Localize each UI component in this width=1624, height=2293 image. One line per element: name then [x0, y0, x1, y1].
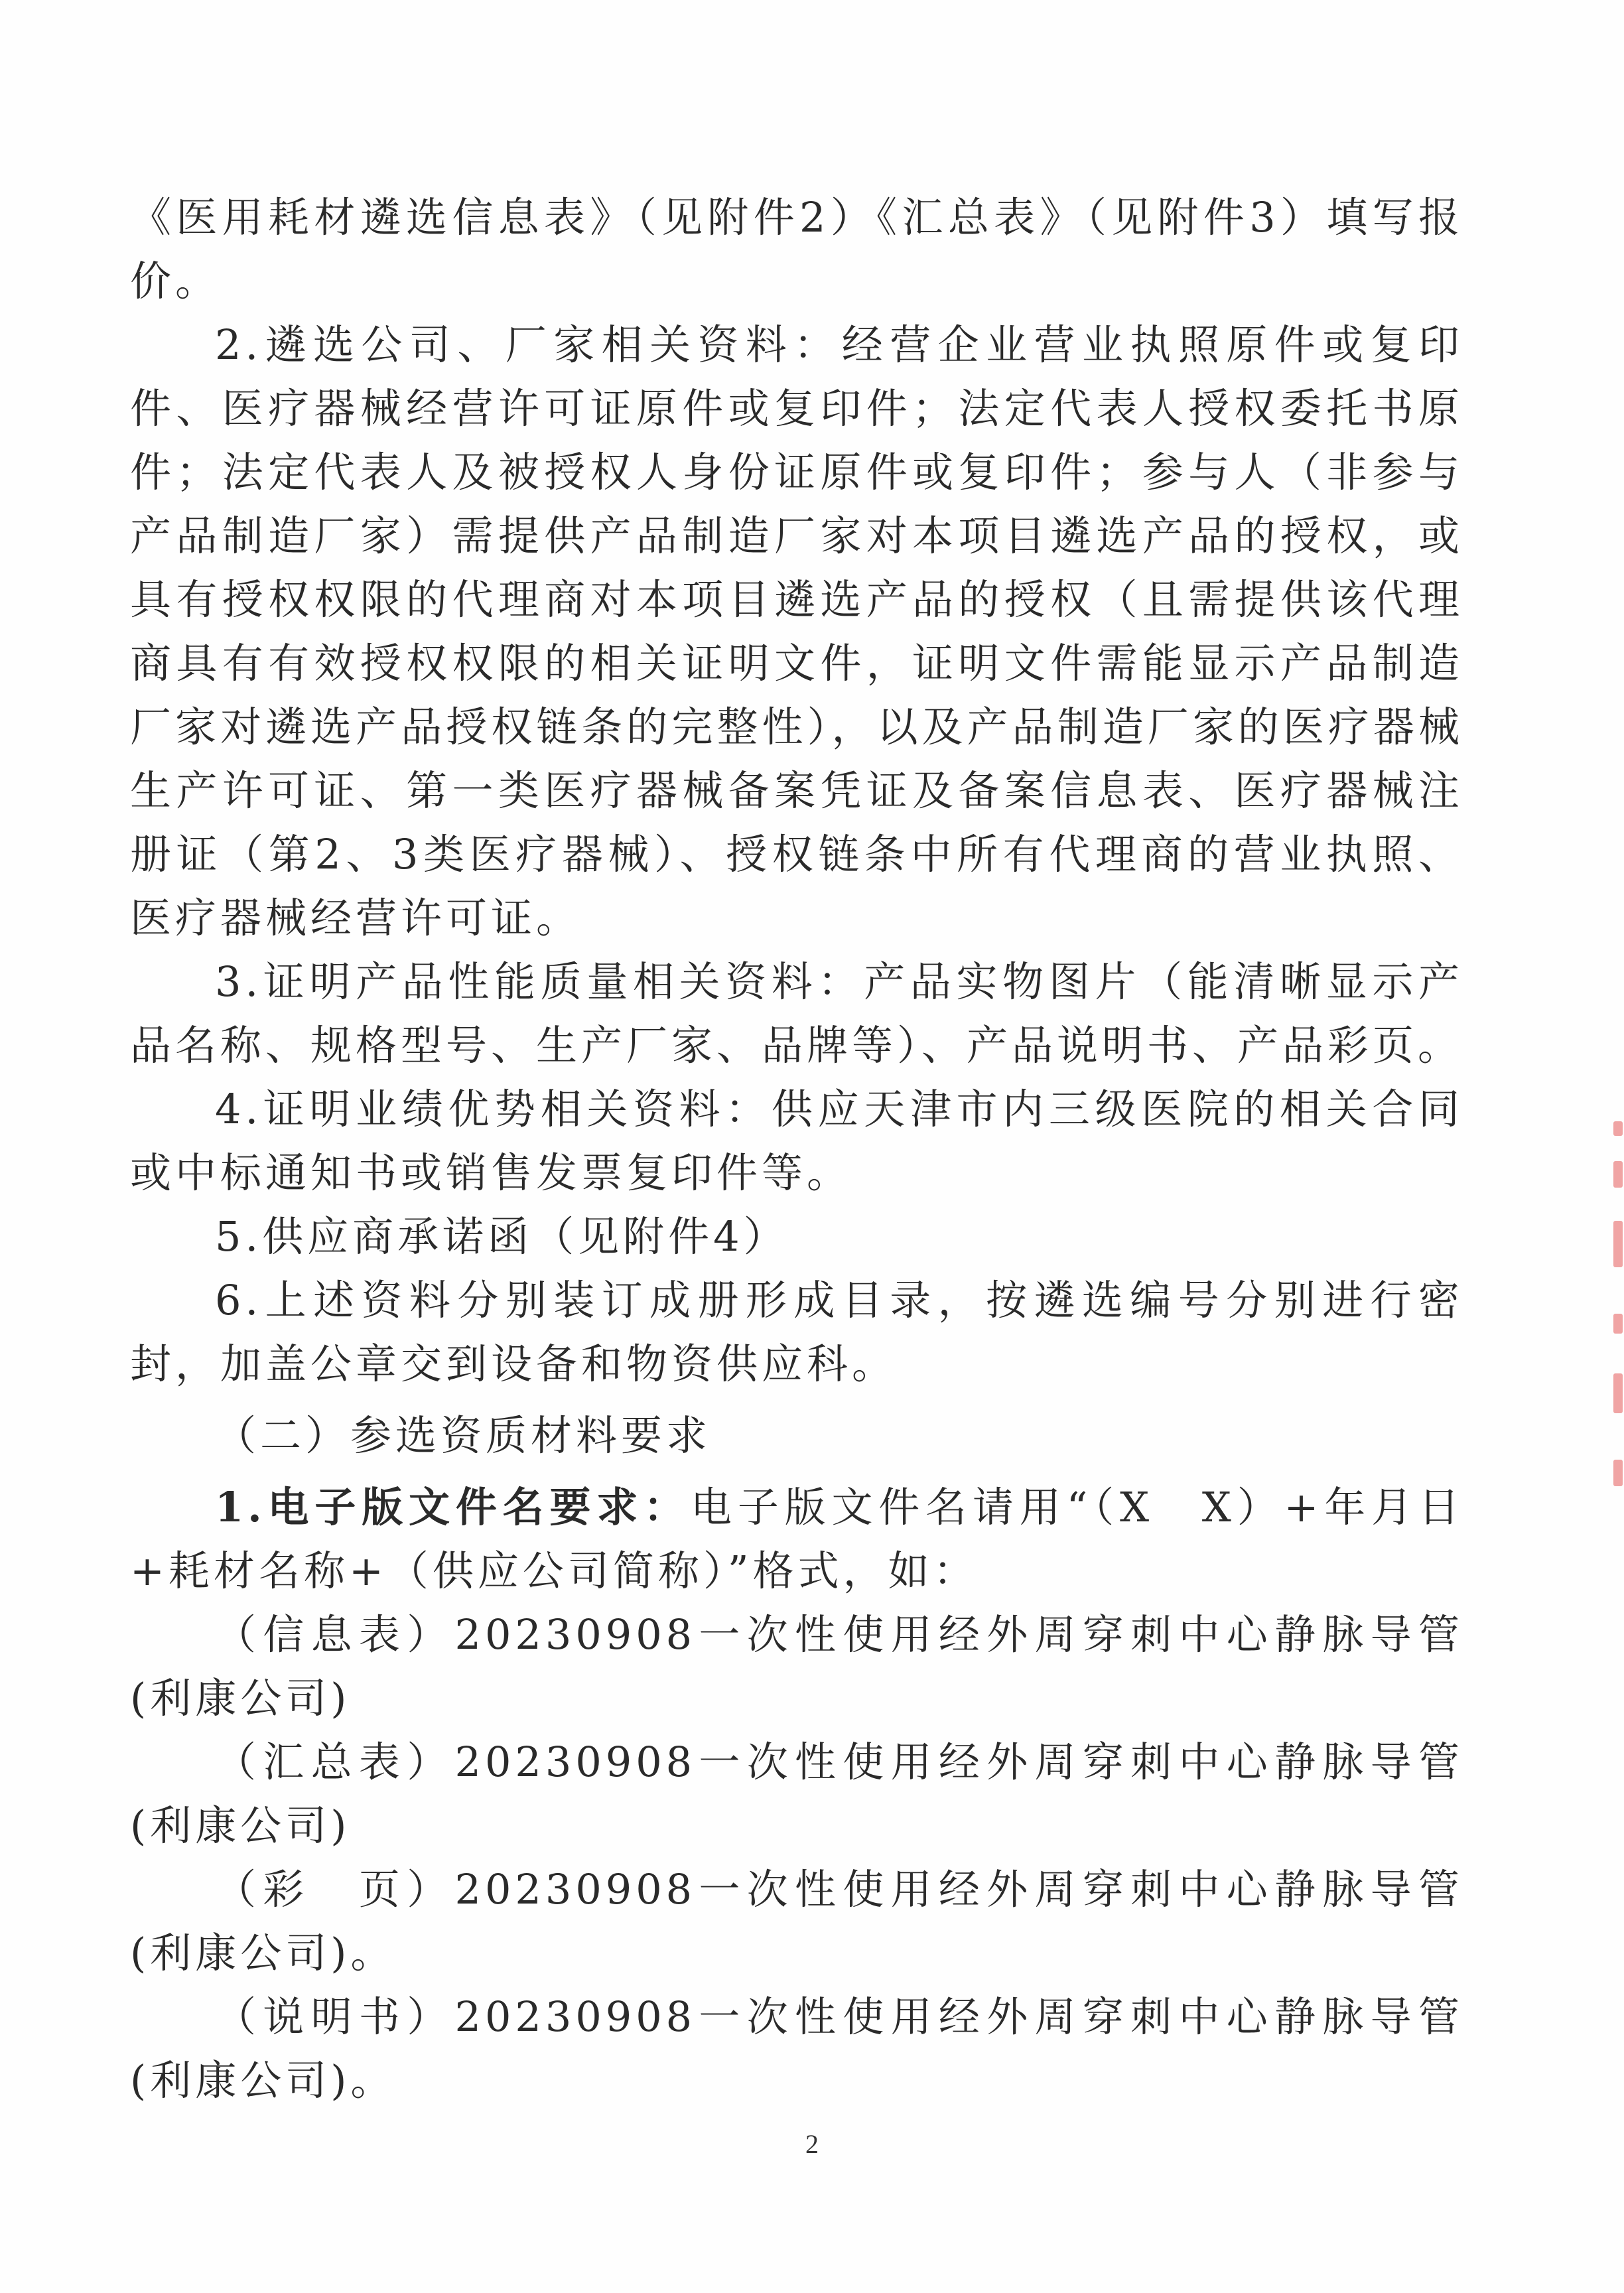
filename-requirement-text: 电子版文件名请用“（X X）+年月日+耗材名称+（供应公司简称）”格式，如：: [130, 1483, 1463, 1595]
seal-fragment: [1613, 1460, 1623, 1486]
example-manual: （说明书）20230908一次性使用经外周穿刺中心静脉导管(利康公司)。: [130, 1992, 1463, 2105]
seal-fragment: [1613, 1121, 1623, 1136]
filename-requirement-lead: 1.电子版文件名要求：: [215, 1483, 691, 1531]
example-color-page: （彩 页）20230908一次性使用经外周穿刺中心静脉导管(利康公司)。: [130, 1865, 1463, 1977]
section-subheading: （二）参选资质材料要求: [215, 1411, 712, 1460]
paragraph-binding-sealing: 6.上述资料分别装订成册形成目录，按遴选编号分别进行密封，加盖公章交到设备和物资供应科。: [130, 1276, 1463, 1388]
paragraph-performance: 4.证明业绩优势相关资料：供应天津市内三级医院的相关合同或中标通知书或销售发票复印件等。: [130, 1085, 1463, 1197]
seal-fragment: [1613, 1314, 1623, 1334]
paragraph-price-forms: 《医用耗材遴选信息表》（见附件2）《汇总表》（见附件3）填写报价。: [130, 193, 1463, 305]
seal-edge-mark: [1611, 1121, 1624, 1493]
seal-fragment: [1613, 1373, 1623, 1413]
paragraph-company-documents: 2.遴选公司、厂家相关资料：经营企业营业执照原件或复印件、医疗器械经营许可证原件或复印件；法定代表人授权委托书原件；法定代表人及被授权人身份证原件或复印件；参与人（非参与产品制造厂家）需提供产品制造厂家对本项目遴选产品的授权，或具有授权权限的代理商对本项目遴选产品的授权（且需提供该代理商具有有效授权权限的相关证明文件，证明文件需能显示产品制造厂家对遴选产品授权链条的完整性），以及产品制造厂家的医疗器械生产许可证、第一类医疗器械备案凭证及备案信息表、医疗器械注册证（第2、3类医疗器械）、授权链条中所有代理商的营业执照、医疗器械经营许可证。: [130, 320, 1463, 942]
paragraph-commitment-letter: 5.供应商承诺函（见附件4）: [215, 1212, 789, 1261]
paragraph-product-quality: 3.证明产品性能质量相关资料：产品实物图片（能清晰显示产品名称、规格型号、生产厂家、品牌等）、产品说明书、产品彩页。: [130, 957, 1463, 1070]
seal-fragment: [1613, 1221, 1623, 1267]
paragraph-filename-requirement: [130, 1476, 1463, 1603]
example-info-sheet: （信息表）20230908一次性使用经外周穿刺中心静脉导管(利康公司): [130, 1610, 1463, 1722]
seal-fragment: [1613, 1161, 1623, 1188]
page-number: 2: [805, 2129, 819, 2159]
document-body: [130, 186, 1463, 2113]
example-summary-sheet: （汇总表）20230908一次性使用经外周穿刺中心静脉导管(利康公司): [130, 1738, 1463, 1850]
